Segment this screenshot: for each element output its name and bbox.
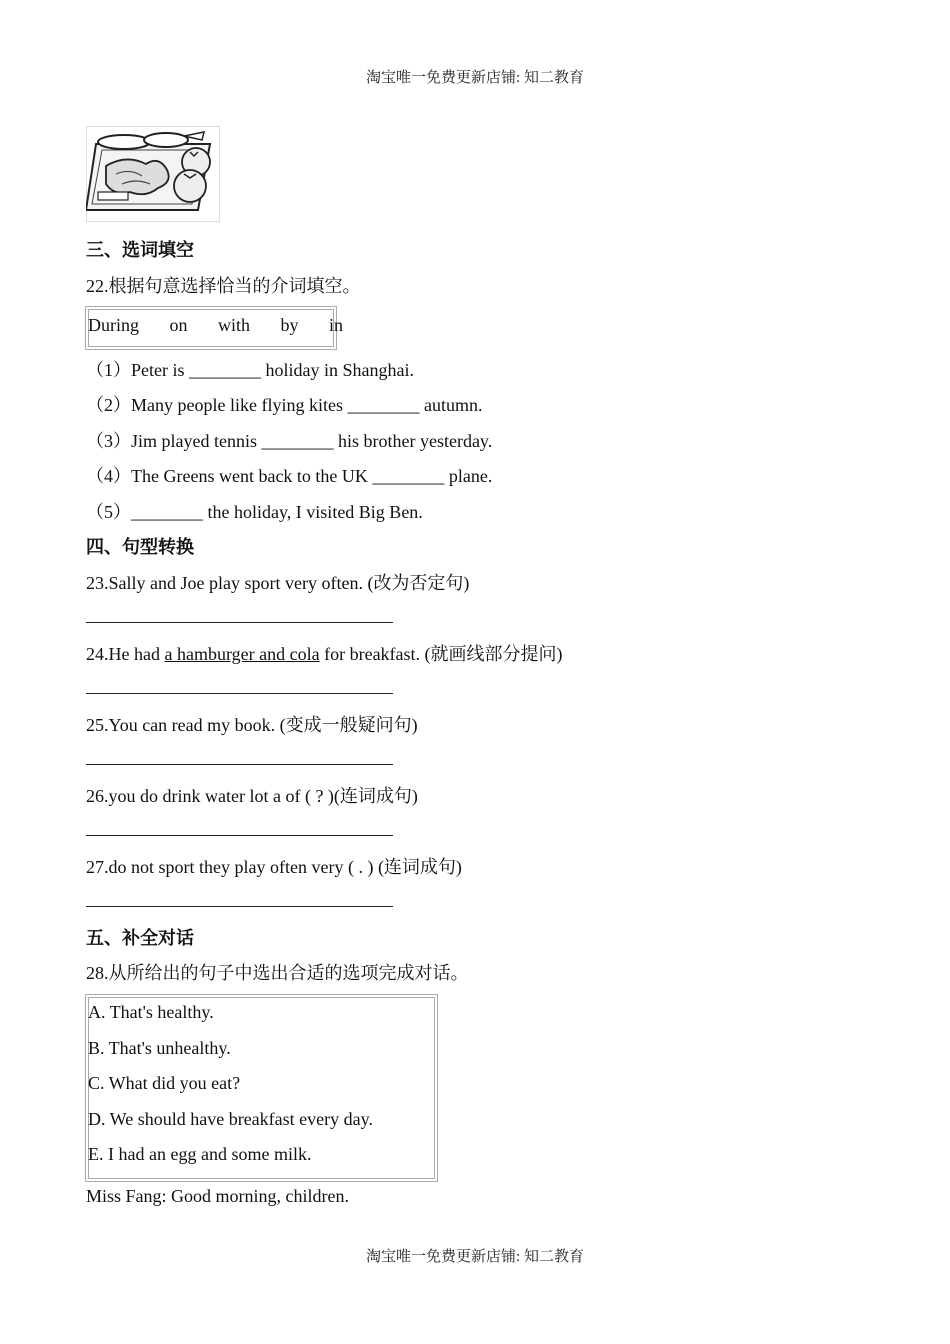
question-22-prompt: 22.根据句意选择恰当的介词填空。 <box>86 276 361 296</box>
question-26: 26.you do drink water lot a of ( ? )(连词成句) <box>86 786 418 806</box>
dialogue-line-1: Miss Fang: Good morning, children. <box>86 1186 349 1206</box>
word-bank-word: in <box>329 315 344 335</box>
question-28-prompt: 28.从所给出的句子中选出合适的选项完成对话。 <box>86 963 469 983</box>
answer-line-26[interactable] <box>86 835 393 836</box>
question-23: 23.Sally and Joe play sport very often. (改为否定句) <box>86 573 470 593</box>
option-b: B. That's unhealthy. <box>88 1038 231 1058</box>
page-footer: 淘宝唯一免费更新店铺: 知二教育 <box>366 1249 584 1265</box>
section-5-title: 五、补全对话 <box>86 928 194 948</box>
question-24-suffix: for breakfast. (就画线部分提问) <box>319 644 563 664</box>
answer-line-23[interactable] <box>86 622 393 623</box>
question-27: 27.do not sport they play often very ( . ) (连词成句) <box>86 857 462 877</box>
question-22-item-2: （2）Many people like flying kites ________ autumn. <box>86 395 483 415</box>
word-bank-word: by <box>280 315 299 335</box>
question-22-item-1: （1）Peter is ________ holiday in Shanghai. <box>86 360 414 380</box>
word-bank-word: on <box>169 315 188 335</box>
question-22-item-3: （3）Jim played tennis ________ his brother yesterday. <box>86 431 493 451</box>
question-24-underlined-part: a hamburger and cola <box>164 644 320 664</box>
question-24-prefix: 24.He had <box>86 644 165 664</box>
answer-line-27[interactable] <box>86 906 393 907</box>
word-bank-word: with <box>218 315 251 335</box>
answer-line-25[interactable] <box>86 764 393 765</box>
section-4-title: 四、句型转换 <box>86 537 194 557</box>
question-22-item-4: （4）The Greens went back to the UK ________ plane. <box>86 466 493 486</box>
options-box <box>85 994 438 1182</box>
word-bank-words <box>88 315 343 336</box>
option-c: C. What did you eat? <box>88 1073 241 1093</box>
word-bank-box <box>85 306 344 350</box>
page-header: 淘宝唯一免费更新店铺: 知二教育 <box>366 70 584 86</box>
question-22-item-5: （5）________ the holiday, I visited Big Ben. <box>86 502 423 522</box>
word-bank-word: During <box>88 315 139 335</box>
option-e: E. I had an egg and some milk. <box>88 1144 312 1164</box>
question-25: 25.You can read my book. (变成一般疑问句) <box>86 715 418 735</box>
vegetables-tray-image <box>86 126 220 222</box>
option-d: D. We should have breakfast every day. <box>88 1109 373 1129</box>
section-3-title: 三、选词填空 <box>86 240 194 260</box>
option-a: A. That's healthy. <box>88 1002 214 1022</box>
question-24 <box>86 640 563 666</box>
answer-line-24[interactable] <box>86 693 393 694</box>
